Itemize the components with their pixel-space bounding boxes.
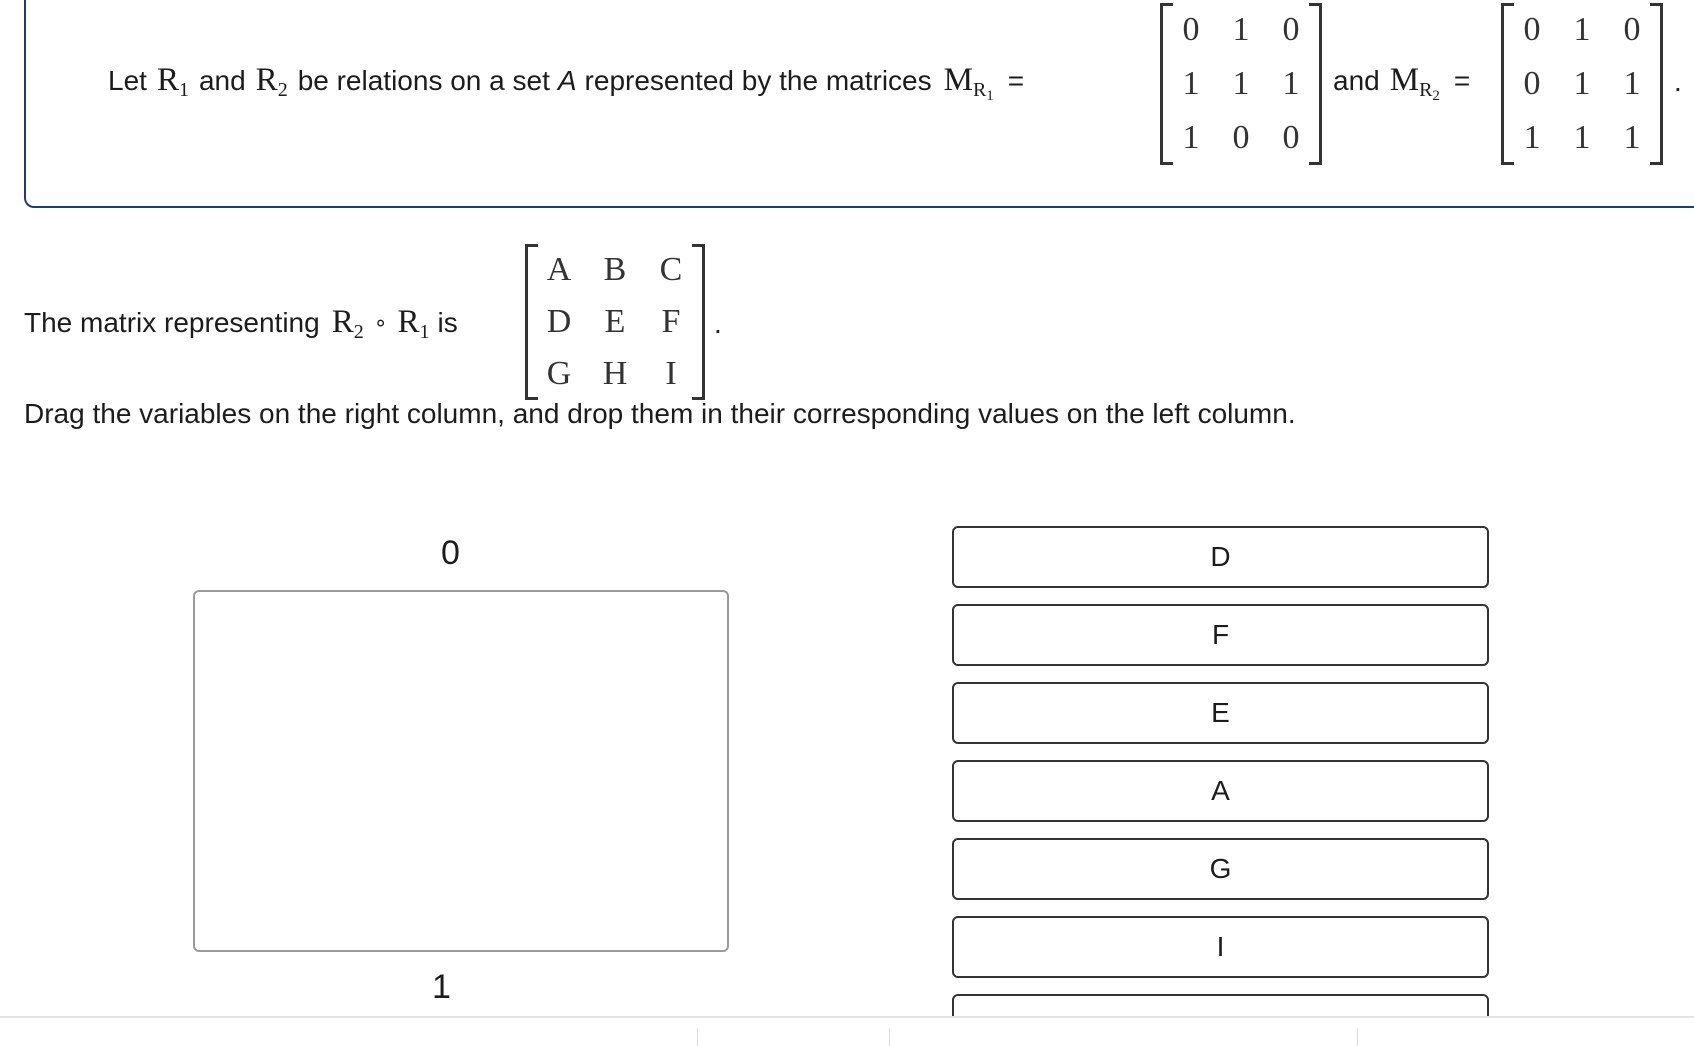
matrix-cell: 0 <box>1232 119 1250 156</box>
drag-item-a[interactable]: A <box>952 760 1489 822</box>
r2-symbol: $R_2$ <box>331 304 364 343</box>
matrix-cell: 1 <box>1623 119 1641 156</box>
matrix-cell: 0 <box>1523 65 1541 102</box>
variable-cell: I <box>665 355 677 392</box>
composition-prefix: The matrix representing <box>24 306 320 338</box>
intro-prefix: Let <box>108 64 147 96</box>
matrix-cell: 1 <box>1282 65 1300 102</box>
variable-cell: F <box>661 303 681 340</box>
target-label-zero: 0 <box>441 534 460 572</box>
drag-item-g[interactable]: G <box>952 838 1489 900</box>
relations-statement <box>108 62 1038 104</box>
r2-symbol: $R_2$ <box>255 62 288 101</box>
m-r2-symbol: $M_{R_2}$ <box>1389 62 1440 104</box>
r1-symbol: $R_1$ <box>397 304 430 343</box>
matrix-cell: 0 <box>1182 11 1200 48</box>
matrix-cell: 0 <box>1282 119 1300 156</box>
drag-item-f[interactable]: F <box>952 604 1489 666</box>
matrix-cell: 0 <box>1282 11 1300 48</box>
matrix-m-r2 <box>1507 3 1657 165</box>
matrix-cell: 1 <box>1573 65 1591 102</box>
matrix-cell: 1 <box>1182 65 1200 102</box>
matrix-cell: 1 <box>1573 11 1591 48</box>
set-name: A <box>557 64 577 96</box>
matrix-cell: 1 <box>1523 119 1541 156</box>
drop-zone-zero[interactable] <box>193 590 729 952</box>
bracket-right <box>1309 3 1322 165</box>
matrix-cell: 1 <box>1232 11 1250 48</box>
bracket-left <box>525 244 538 400</box>
and-text: and <box>1333 64 1380 96</box>
matrix-cell: 1 <box>1182 119 1200 156</box>
matrix-cell: 1 <box>1573 119 1591 156</box>
composition-statement <box>24 304 458 341</box>
variable-cell: D <box>546 303 572 340</box>
variable-cell: E <box>604 303 626 340</box>
variable-cell: G <box>546 355 572 392</box>
matrix-cell: 1 <box>1232 65 1250 102</box>
variable-cell: C <box>659 251 683 288</box>
compose-operator: ∘ <box>373 309 388 335</box>
r1-symbol: $R_1$ <box>156 62 189 101</box>
toolbar-divider <box>889 1028 890 1046</box>
second-matrix-statement <box>1333 62 1484 104</box>
intro-suffix: represented by the matrices <box>584 64 932 96</box>
variable-cell: B <box>603 251 627 288</box>
drag-item-d[interactable]: D <box>952 526 1489 588</box>
variable-cell: H <box>602 355 628 392</box>
m-r1-symbol: $M_{R_1}$ <box>943 62 994 104</box>
toolbar-divider <box>1357 1028 1358 1046</box>
matrix-cell: 0 <box>1523 11 1541 48</box>
equals-sign: = <box>1007 64 1025 96</box>
toolbar-divider <box>697 1028 698 1046</box>
is-text: is <box>437 306 458 338</box>
bracket-left <box>1501 3 1514 165</box>
variable-matrix <box>531 244 699 400</box>
drag-item-i[interactable]: I <box>952 916 1489 978</box>
equals-sign: = <box>1453 64 1471 96</box>
matrix-cell: 0 <box>1623 11 1641 48</box>
bracket-right <box>1650 3 1663 165</box>
period-mark: . <box>714 308 722 339</box>
matrix-m-r1 <box>1166 3 1316 165</box>
drag-item-e[interactable]: E <box>952 682 1489 744</box>
target-label-one: 1 <box>432 968 451 1006</box>
variable-cell: A <box>546 251 572 288</box>
bracket-right <box>692 244 705 400</box>
period-mark: . <box>1674 66 1682 97</box>
instruction-text: Drag the variables on the right column, and drop them in their corresponding values on the left column. <box>24 398 1296 429</box>
matrix-cell: 1 <box>1623 65 1641 102</box>
bracket-left <box>1160 3 1173 165</box>
bottom-toolbar <box>0 1016 1694 1046</box>
and-text: and <box>198 64 246 96</box>
intro-mid: be relations on a set <box>297 64 550 96</box>
question-box <box>24 0 1694 208</box>
